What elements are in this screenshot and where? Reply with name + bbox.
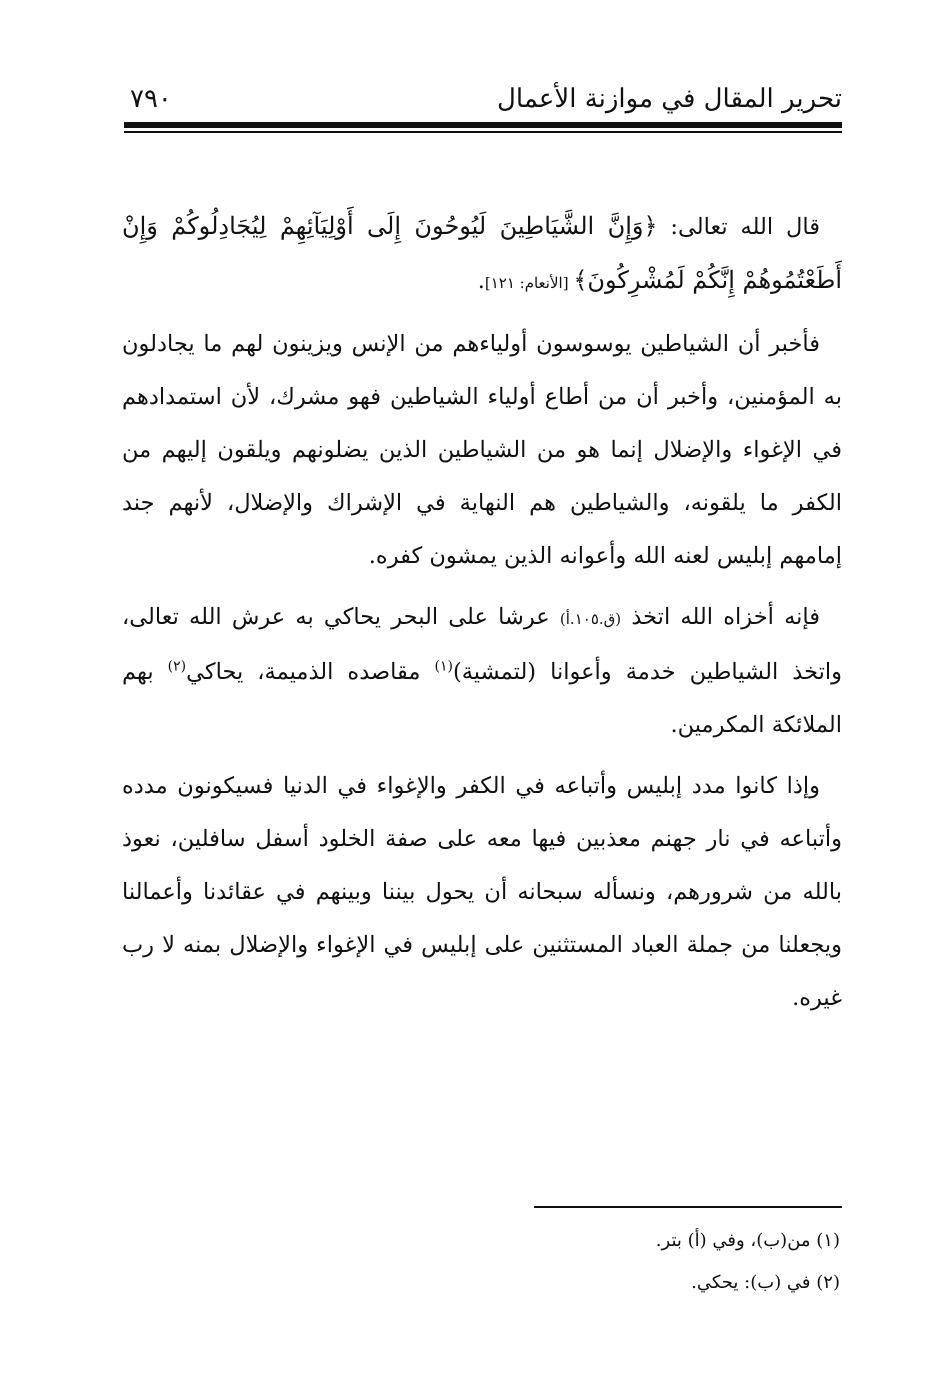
paragraph-quran-quote — [122, 200, 842, 310]
footnote-separator — [534, 1206, 842, 1208]
quote-intro: قال الله تعالى: — [657, 214, 820, 240]
footnote-1: (١) من(ب)، وفي (أ) بتر. — [655, 1230, 840, 1251]
paragraph-3 — [122, 591, 842, 752]
footnote-2: (٢) في (ب): يحكي. — [691, 1272, 840, 1293]
manuscript-folio-marker: (ق.١٠٥.أ) — [559, 610, 622, 628]
p3-part-a: فإنه أخزاه الله اتخذ — [621, 604, 820, 630]
footnotes — [300, 1220, 840, 1304]
p3-part-d: بهم الملائكة المكرمين. — [122, 659, 842, 738]
header-rule-thin — [124, 131, 842, 133]
page-number: ٧٩٠ — [130, 84, 172, 114]
paragraph-4: وإذا كانوا مدد إبليس وأتباعه في الكفر والإغواء في الدنيا فسيكونون مدده وأتباعه في نار جهنم معذبين فيها معه على صفة الخلود أسفل سافلين، نعوذ بالله من شرورهم، ونسأله سبحانه أن يحول بيننا وبينهم في عقائدنا وأعمالنا ويجعلنا من جملة العباد المستثنين على إبليس في الإغواء والإضلال بمنه لا رب غيره. — [122, 773, 842, 1011]
p3-part-c: مقاصده الذميمة، يحاكي — [186, 659, 435, 685]
quote-end: . — [477, 268, 485, 294]
quran-verse: ﴿وَإِنَّ الشَّيَاطِينَ لَيُوحُونَ إِلَى أَوْلِيَآئِهِمْ لِيُجَادِلُوكُمْ وَإِنْ أَطَعْتُمُوهُمْ إِنَّكُمْ لَمُشْرِكُونَ﴾ — [122, 212, 842, 294]
paragraph-2: فأخبر أن الشياطين يوسوسون أولياءهم من الإنس ويزينون لهم ما يجادلون به المؤمنين، وأخبر أن من أطاع أولياء الشياطين فهو مشرك، لأن استمدادهم في الإغواء والإضلال إنما هو من الشياطين الذين يضلونهم ويلقون إليهم من الكفر ما يلقونه، والشياطين هم النهاية في الإشراك والإضلال، لأنهم جند إمامهم إبليس لعنه الله وأعوانه الذين يمشون كفره. — [122, 331, 842, 569]
main-text — [122, 200, 842, 1033]
running-title: تحرير المقال في موازنة الأعمال — [497, 84, 842, 114]
footnote-ref-1: (١) — [434, 658, 453, 675]
header-rule-thick — [124, 122, 842, 128]
footnote-ref-2: (٢) — [167, 658, 187, 675]
page-header — [124, 78, 842, 116]
p3-part-b: عرشا على البحر يحاكي به عرش الله تعالى، واتخذ الشياطين خدمة وأعوانا (لتمشية) — [122, 604, 842, 685]
verse-citation: [الأنعام: ١٢١] — [484, 274, 574, 292]
